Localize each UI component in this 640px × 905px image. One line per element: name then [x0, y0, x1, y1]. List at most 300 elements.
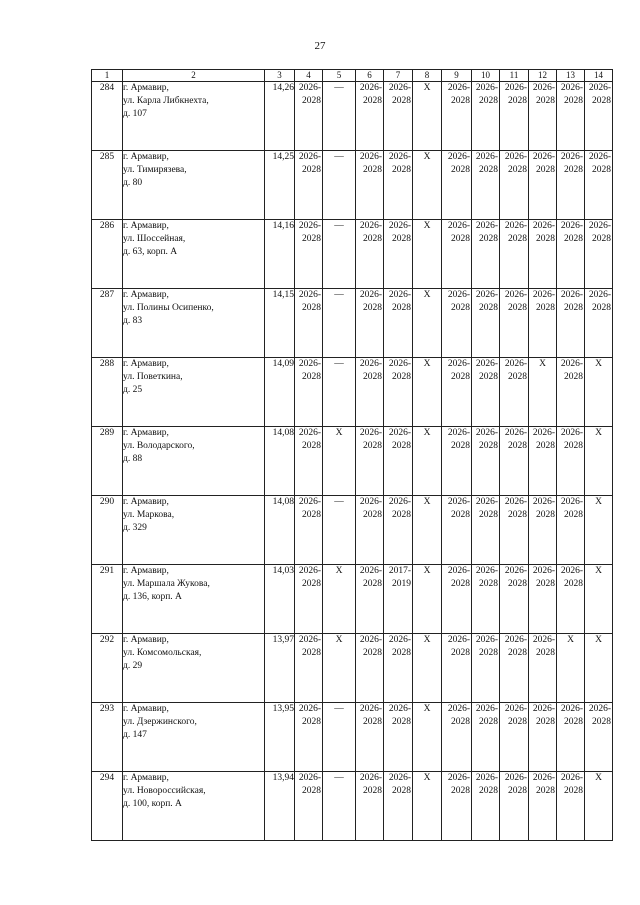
period-text: 2028 — [451, 441, 470, 451]
period-text: X — [423, 704, 431, 714]
area-cell: 14,08 — [265, 496, 295, 565]
column-number-2: 2 — [123, 70, 265, 82]
period-text: 2026- — [359, 290, 382, 300]
period-text: X — [423, 428, 431, 438]
period-text: 2028 — [536, 579, 555, 589]
period-cell-col-13 — [557, 358, 585, 427]
period-cell-col-5 — [323, 565, 356, 634]
period-text: 2026- — [504, 497, 527, 507]
period-cell-col-5 — [323, 703, 356, 772]
period-text: 2026- — [298, 83, 321, 93]
period-text: 2028 — [302, 96, 321, 106]
period-text: — — [334, 704, 344, 714]
address-line: д. 88 — [123, 454, 143, 464]
period-text: 2026- — [588, 221, 611, 231]
period-cell-col-12 — [529, 358, 557, 427]
period-text: 2028 — [392, 510, 411, 520]
address-line: ул. Карла Либкнехта, — [123, 96, 209, 106]
period-text: 2028 — [392, 648, 411, 658]
period-text: 2026- — [447, 704, 470, 714]
period-cell-col-9 — [442, 82, 472, 151]
period-cell-col-12 — [529, 634, 557, 703]
period-text: 2028 — [302, 648, 321, 658]
period-cell-col-10 — [472, 289, 500, 358]
row-number: 287 — [92, 289, 123, 358]
period-text: 2026- — [298, 635, 321, 645]
address-line: ул. Тимирязева, — [123, 165, 187, 175]
period-text: X — [595, 566, 602, 576]
period-cell-col-8 — [413, 82, 442, 151]
area-cell: 14,15 — [265, 289, 295, 358]
period-text: 2026- — [560, 497, 583, 507]
row-number: 293 — [92, 703, 123, 772]
period-text: 2026- — [388, 704, 411, 714]
period-cell-col-13 — [557, 220, 585, 289]
address-line: ул. Новороссийская, — [123, 786, 206, 796]
period-cell-col-9 — [442, 703, 472, 772]
period-text: 2026- — [359, 566, 382, 576]
period-text: 2026- — [359, 428, 382, 438]
period-text: X — [423, 773, 431, 783]
period-text: 2028 — [451, 717, 470, 727]
period-cell-col-14 — [585, 634, 613, 703]
period-cell-col-10 — [472, 220, 500, 289]
column-number-12: 12 — [529, 70, 557, 82]
period-text: 2028 — [302, 786, 321, 796]
period-cell-col-5 — [323, 772, 356, 841]
period-text: 2028 — [592, 165, 611, 175]
period-cell-col-10 — [472, 82, 500, 151]
period-text: 2028 — [302, 579, 321, 589]
period-text: — — [334, 221, 344, 231]
period-cell-col-10 — [472, 634, 500, 703]
period-cell-col-13 — [557, 703, 585, 772]
period-text: 2028 — [508, 510, 527, 520]
address-line: ул. Полины Осипенко, — [123, 303, 214, 313]
row-number: 294 — [92, 772, 123, 841]
period-cell-col-11 — [500, 703, 529, 772]
period-text: 2017- — [388, 566, 411, 576]
period-cell-col-4 — [295, 772, 323, 841]
period-text: X — [595, 497, 602, 507]
period-cell-col-11 — [500, 634, 529, 703]
period-text: 2026- — [475, 497, 498, 507]
area-cell: 14,09 — [265, 358, 295, 427]
period-text: 2028 — [508, 303, 527, 313]
period-text: 2026- — [532, 497, 555, 507]
period-text: 2028 — [392, 234, 411, 244]
period-text: 2026- — [298, 704, 321, 714]
period-text: 2028 — [508, 579, 527, 589]
period-text: X — [595, 773, 602, 783]
period-text: 2026- — [560, 704, 583, 714]
address-line: д. 83 — [123, 316, 143, 326]
period-cell-col-8 — [413, 220, 442, 289]
period-cell-col-13 — [557, 427, 585, 496]
period-cell-col-8 — [413, 565, 442, 634]
period-text: 2026- — [388, 497, 411, 507]
period-cell-col-8 — [413, 358, 442, 427]
period-cell-col-4 — [295, 703, 323, 772]
period-text: 2028 — [451, 510, 470, 520]
period-text: 2028 — [564, 96, 583, 106]
period-text: 2026- — [560, 773, 583, 783]
period-cell-col-14 — [585, 772, 613, 841]
period-text: 2026- — [298, 428, 321, 438]
address-line: г. Армавир, — [123, 428, 169, 438]
period-text: 2026- — [560, 152, 583, 162]
period-text: 2028 — [451, 786, 470, 796]
column-number-9: 9 — [442, 70, 472, 82]
period-text: 2026- — [560, 359, 583, 369]
table-row — [92, 427, 613, 496]
period-text: X — [335, 635, 343, 645]
period-text: 2026- — [532, 290, 555, 300]
period-text: 2026- — [359, 359, 382, 369]
address-line: г. Армавир, — [123, 635, 169, 645]
period-text: 2026- — [532, 773, 555, 783]
period-text: 2026- — [298, 497, 321, 507]
period-cell-col-12 — [529, 772, 557, 841]
period-text: 2028 — [592, 717, 611, 727]
period-cell-col-7 — [384, 220, 413, 289]
period-text: 2026- — [447, 428, 470, 438]
period-text: X — [595, 635, 602, 645]
table-row — [92, 772, 613, 841]
period-cell-col-7 — [384, 703, 413, 772]
period-text: 2028 — [479, 234, 498, 244]
period-cell-col-4 — [295, 634, 323, 703]
period-text: X — [423, 497, 431, 507]
period-text: 2028 — [564, 234, 583, 244]
address-cell — [123, 703, 265, 772]
period-text: 2028 — [479, 165, 498, 175]
period-text: 2028 — [508, 786, 527, 796]
period-text: 2028 — [392, 372, 411, 382]
period-text: 2028 — [363, 579, 382, 589]
address-line: д. 136, корп. А — [123, 592, 182, 602]
period-text: 2026- — [532, 428, 555, 438]
column-number-7: 7 — [384, 70, 413, 82]
period-text: 2028 — [536, 165, 555, 175]
address-line: д. 25 — [123, 385, 143, 395]
column-number-3: 3 — [265, 70, 295, 82]
period-cell-col-14 — [585, 496, 613, 565]
address-cell — [123, 82, 265, 151]
period-cell-col-11 — [500, 427, 529, 496]
address-line: ул. Поветкина, — [123, 372, 183, 382]
period-cell-col-10 — [472, 772, 500, 841]
period-text: 2026- — [447, 566, 470, 576]
period-cell-col-9 — [442, 772, 472, 841]
period-cell-col-12 — [529, 220, 557, 289]
address-line: д. 29 — [123, 661, 143, 671]
period-cell-col-8 — [413, 772, 442, 841]
period-cell-col-9 — [442, 496, 472, 565]
period-text: 2028 — [392, 717, 411, 727]
period-text: 2026- — [532, 83, 555, 93]
address-line: д. 147 — [123, 730, 147, 740]
period-text: X — [423, 635, 431, 645]
period-text: 2026- — [475, 773, 498, 783]
period-cell-col-6 — [356, 151, 384, 220]
address-line: г. Армавир, — [123, 290, 169, 300]
period-text: 2026- — [447, 635, 470, 645]
period-text: 2026- — [359, 83, 382, 93]
address-line: ул. Володарского, — [123, 441, 195, 451]
period-text: 2028 — [564, 303, 583, 313]
period-cell-col-6 — [356, 634, 384, 703]
period-text: 2026- — [475, 83, 498, 93]
address-line: г. Армавир, — [123, 83, 169, 93]
period-cell-col-4 — [295, 289, 323, 358]
period-text: 2026- — [475, 635, 498, 645]
table-row — [92, 496, 613, 565]
period-text: 2026- — [447, 290, 470, 300]
period-cell-col-4 — [295, 496, 323, 565]
period-cell-col-4 — [295, 565, 323, 634]
period-text: X — [423, 83, 431, 93]
period-cell-col-14 — [585, 565, 613, 634]
period-text: 2026- — [532, 152, 555, 162]
column-number-5: 5 — [323, 70, 356, 82]
period-cell-col-9 — [442, 151, 472, 220]
period-cell-col-5 — [323, 358, 356, 427]
period-text: 2026- — [359, 152, 382, 162]
period-text: 2026- — [588, 152, 611, 162]
period-text: — — [334, 83, 344, 93]
row-number: 288 — [92, 358, 123, 427]
period-cell-col-13 — [557, 496, 585, 565]
period-text: 2028 — [363, 96, 382, 106]
period-cell-col-7 — [384, 289, 413, 358]
period-text: — — [334, 773, 344, 783]
period-cell-col-13 — [557, 82, 585, 151]
table-row — [92, 358, 613, 427]
period-cell-col-7 — [384, 82, 413, 151]
address-line: д. 107 — [123, 109, 147, 119]
area-cell: 13,94 — [265, 772, 295, 841]
period-cell-col-8 — [413, 289, 442, 358]
period-text: 2026- — [504, 704, 527, 714]
period-cell-col-6 — [356, 496, 384, 565]
table-row — [92, 565, 613, 634]
period-cell-col-6 — [356, 565, 384, 634]
period-text: 2026- — [504, 566, 527, 576]
address-line: г. Армавир, — [123, 704, 169, 714]
period-text: 2026- — [588, 290, 611, 300]
period-cell-col-8 — [413, 496, 442, 565]
period-text: 2028 — [479, 579, 498, 589]
period-text: 2026- — [388, 428, 411, 438]
column-number-1: 1 — [92, 70, 123, 82]
period-text: — — [334, 290, 344, 300]
area-cell: 14,26 — [265, 82, 295, 151]
period-text: 2028 — [536, 234, 555, 244]
period-cell-col-10 — [472, 565, 500, 634]
address-line: д. 80 — [123, 178, 143, 188]
address-cell — [123, 151, 265, 220]
period-text: 2028 — [536, 786, 555, 796]
period-text: 2028 — [392, 96, 411, 106]
period-cell-col-4 — [295, 151, 323, 220]
period-text: 2026- — [359, 773, 382, 783]
period-text: 2026- — [388, 290, 411, 300]
period-text: 2028 — [536, 717, 555, 727]
period-cell-col-12 — [529, 703, 557, 772]
address-line: д. 100, корп. А — [123, 799, 182, 809]
period-text: 2026- — [298, 152, 321, 162]
period-text: 2026- — [447, 83, 470, 93]
period-cell-col-11 — [500, 82, 529, 151]
period-cell-col-12 — [529, 82, 557, 151]
period-cell-col-14 — [585, 427, 613, 496]
period-text: 2028 — [564, 372, 583, 382]
period-cell-col-5 — [323, 634, 356, 703]
period-text: 2028 — [536, 441, 555, 451]
period-cell-col-9 — [442, 358, 472, 427]
period-cell-col-6 — [356, 703, 384, 772]
period-text: X — [423, 290, 431, 300]
period-text: 2028 — [363, 234, 382, 244]
period-text: 2028 — [479, 786, 498, 796]
address-cell — [123, 772, 265, 841]
period-text: 2028 — [479, 441, 498, 451]
period-text: 2026- — [504, 221, 527, 231]
period-cell-col-13 — [557, 634, 585, 703]
period-text: 2028 — [508, 441, 527, 451]
row-number: 290 — [92, 496, 123, 565]
period-cell-col-7 — [384, 565, 413, 634]
period-cell-col-6 — [356, 427, 384, 496]
period-text: 2028 — [536, 648, 555, 658]
address-line: г. Армавир, — [123, 359, 169, 369]
period-text: 2028 — [302, 372, 321, 382]
row-number: 289 — [92, 427, 123, 496]
area-cell: 14,03 — [265, 565, 295, 634]
period-cell-col-4 — [295, 220, 323, 289]
period-text: 2028 — [392, 786, 411, 796]
period-cell-col-6 — [356, 82, 384, 151]
period-text: 2026- — [447, 773, 470, 783]
period-cell-col-13 — [557, 565, 585, 634]
period-text: X — [595, 428, 602, 438]
table-row — [92, 634, 613, 703]
period-text: 2026- — [588, 83, 611, 93]
period-text: 2028 — [508, 717, 527, 727]
period-cell-col-14 — [585, 703, 613, 772]
period-cell-col-10 — [472, 496, 500, 565]
column-number-14: 14 — [585, 70, 613, 82]
row-number: 286 — [92, 220, 123, 289]
area-cell: 14,08 — [265, 427, 295, 496]
period-text: 2026- — [298, 290, 321, 300]
period-text: X — [423, 221, 431, 231]
period-text: 2028 — [508, 96, 527, 106]
period-text: 2028 — [363, 372, 382, 382]
address-line: г. Армавир, — [123, 566, 169, 576]
period-cell-col-7 — [384, 427, 413, 496]
period-text: X — [423, 359, 431, 369]
period-text: 2026- — [388, 635, 411, 645]
period-text: 2028 — [564, 510, 583, 520]
address-line: ул. Дзержинского, — [123, 717, 197, 727]
period-cell-col-14 — [585, 151, 613, 220]
period-text: 2028 — [302, 441, 321, 451]
period-cell-col-4 — [295, 358, 323, 427]
period-text: — — [334, 497, 344, 507]
table-row — [92, 289, 613, 358]
period-text: 2028 — [451, 234, 470, 244]
period-text: X — [335, 566, 343, 576]
period-text: 2026- — [475, 221, 498, 231]
period-text: 2028 — [592, 303, 611, 313]
period-cell-col-10 — [472, 151, 500, 220]
period-text: 2026- — [504, 359, 527, 369]
period-text: 2028 — [392, 165, 411, 175]
period-text: 2026- — [532, 566, 555, 576]
period-text: 2026- — [475, 704, 498, 714]
period-cell-col-6 — [356, 358, 384, 427]
period-text: 2028 — [302, 303, 321, 313]
period-text: 2028 — [392, 303, 411, 313]
address-cell — [123, 427, 265, 496]
period-cell-col-11 — [500, 565, 529, 634]
period-text: 2026- — [475, 359, 498, 369]
period-text: 2026- — [560, 83, 583, 93]
period-text: 2028 — [592, 96, 611, 106]
period-cell-col-11 — [500, 220, 529, 289]
period-cell-col-10 — [472, 703, 500, 772]
period-cell-col-5 — [323, 496, 356, 565]
period-text: 2026- — [298, 566, 321, 576]
period-text: 2028 — [392, 441, 411, 451]
period-text: 2028 — [479, 372, 498, 382]
period-cell-col-11 — [500, 358, 529, 427]
period-text: 2028 — [508, 372, 527, 382]
period-text: 2028 — [536, 510, 555, 520]
period-text: 2026- — [560, 428, 583, 438]
period-cell-col-11 — [500, 496, 529, 565]
period-text: 2028 — [302, 717, 321, 727]
period-text: 2028 — [508, 165, 527, 175]
period-text: 2028 — [564, 786, 583, 796]
period-text: 2028 — [536, 303, 555, 313]
period-text: 2028 — [451, 165, 470, 175]
period-cell-col-5 — [323, 151, 356, 220]
period-cell-col-5 — [323, 82, 356, 151]
address-line: г. Армавир, — [123, 152, 169, 162]
period-text: 2028 — [363, 510, 382, 520]
period-text: 2026- — [475, 428, 498, 438]
address-line: ул. Комсомольская, — [123, 648, 202, 658]
period-cell-col-6 — [356, 772, 384, 841]
period-text: 2026- — [475, 566, 498, 576]
period-text: 2028 — [451, 372, 470, 382]
period-text: 2028 — [479, 303, 498, 313]
address-line: г. Армавир, — [123, 773, 169, 783]
period-text: 2026- — [388, 359, 411, 369]
period-text: 2028 — [479, 510, 498, 520]
period-text: 2026- — [560, 566, 583, 576]
period-text: 2026- — [532, 221, 555, 231]
period-text: 2028 — [363, 717, 382, 727]
period-text: 2026- — [359, 221, 382, 231]
period-cell-col-5 — [323, 220, 356, 289]
period-text: 2028 — [564, 717, 583, 727]
period-text: 2026- — [388, 83, 411, 93]
period-text: 2028 — [302, 165, 321, 175]
